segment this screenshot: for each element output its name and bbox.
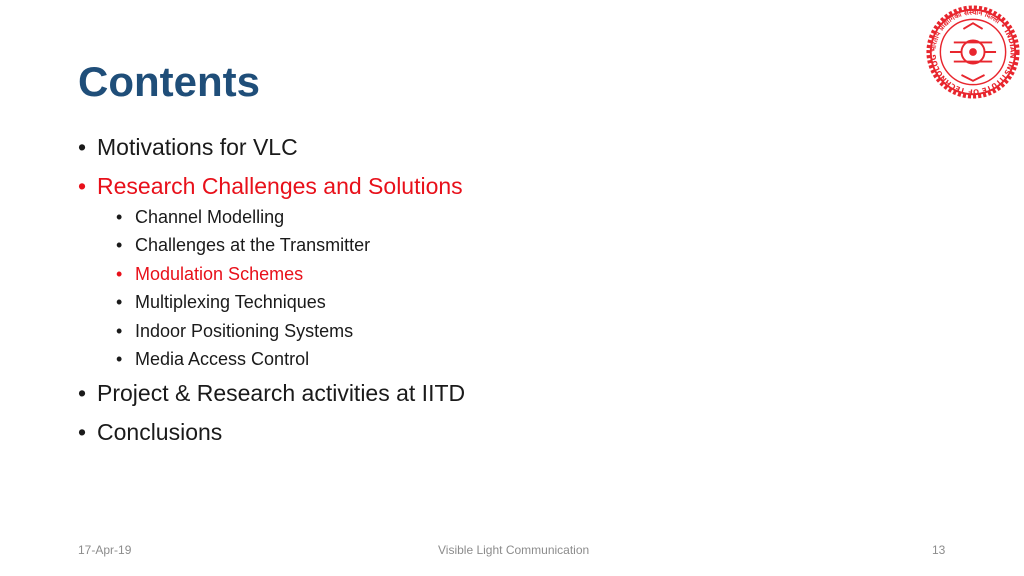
bullet-label: Project & Research activities at IITD <box>97 379 466 406</box>
subbullet-label: Multiplexing Techniques <box>135 292 326 313</box>
bullet-icon: • <box>78 134 87 160</box>
subbullet-label: Channel Modelling <box>135 207 285 227</box>
subbullet-label: Media Access Control <box>135 348 310 369</box>
contents-list <box>78 134 898 458</box>
footer-page-number: 13 <box>932 543 946 557</box>
subbullet-transmitter <box>78 234 898 256</box>
bullet-icon: • <box>116 320 123 341</box>
bullet-conclusions <box>78 419 898 445</box>
bullet-label: Motivations for VLC <box>97 134 298 160</box>
research-challenges-sublist <box>78 206 898 370</box>
bullet-icon: • <box>116 292 123 313</box>
slide-title: Contents <box>78 58 260 105</box>
bullet-icon: • <box>78 418 87 445</box>
bullet-icon: • <box>116 207 123 227</box>
iit-delhi-logo <box>925 4 1021 100</box>
bullet-research-challenges <box>78 173 898 199</box>
bullet-motivations <box>78 134 898 160</box>
logo-ring-text: भारतीय प्रौद्योगिकी संस्थान दिल्ली • INDIAN INSTITUTE OF TECHNOLOG <box>928 7 1018 97</box>
subbullet-channel-modelling <box>78 206 898 228</box>
subbullet-label: Indoor Positioning Systems <box>135 320 354 341</box>
subbullet-multiplexing <box>78 291 898 313</box>
bullet-icon: • <box>116 348 123 369</box>
subbullet-indoor-positioning <box>78 320 898 342</box>
bullet-project-research <box>78 380 898 406</box>
subbullet-label: Challenges at the Transmitter <box>135 235 371 256</box>
bullet-icon: • <box>78 173 87 199</box>
footer-title: Visible Light Communication <box>438 543 590 557</box>
footer-date: 17-Apr-19 <box>78 543 132 557</box>
bullet-icon: • <box>116 235 123 256</box>
bullet-label: Conclusions <box>97 418 223 445</box>
subbullet-modulation-schemes <box>78 263 898 285</box>
bullet-icon: • <box>116 263 123 284</box>
subbullet-media-access <box>78 348 898 370</box>
subbullet-label: Modulation Schemes <box>135 263 304 284</box>
bullet-icon: • <box>78 379 87 406</box>
bullet-label: Research Challenges and Solutions <box>97 173 463 199</box>
